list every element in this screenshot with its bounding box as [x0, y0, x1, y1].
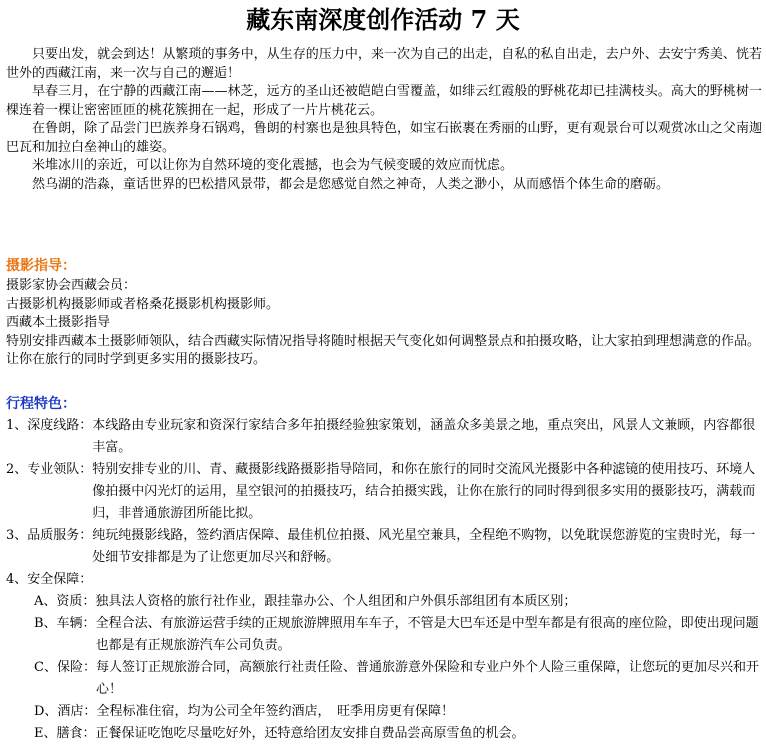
trip-features-heading: 行程特色：: [6, 396, 76, 412]
intro-paragraph: 米堆冰川的亲近，可以让你为自然环境的变化震撼，也会为气候变暖的效应而忧虑。: [32, 158, 514, 173]
feature-body: [92, 569, 762, 591]
feature-body: 本线路由专业玩家和资深行家结合多年拍摄经验独家策划，涵盖众多美景之地，重点突出，风景人文兼顾，内容都很丰富。: [92, 418, 756, 455]
photo-guide-heading: 摄影指导：: [6, 258, 76, 274]
safety-label: B、车辆：: [34, 616, 96, 631]
trip-features-section: [6, 394, 762, 745]
photo-guide-section: [6, 256, 762, 370]
feature-item: [6, 525, 762, 569]
intro-paragraph: 只要出发，就会到达！从繁琐的事务中，从生存的压力中，来一次为自己的出走，自私的私自出走，去户外、去安宁秀美、恍若世外的西藏江南，来一次与自己的邂逅！: [6, 47, 762, 81]
photo-guide-line: 摄影家协会西藏会员：: [6, 278, 137, 293]
safety-body: 正餐保证吃饱吃尽量吃好外，还特意给团友安排自费品尝高原雪鱼的机会。: [95, 726, 525, 741]
safety-item: [6, 613, 762, 657]
safety-body: 每人签订正规旅游合同，高额旅行社责任险、普通旅游意外保险和专业户外个人险三重保障，让您玩的更加尽兴和开心！: [95, 660, 759, 697]
feature-label: 2、专业领队：: [6, 462, 93, 477]
safety-label: A、资质：: [34, 594, 96, 609]
safety-body: 全程合法、有旅游运营手续的正规旅游牌照用车车子，不管是大巴车还是中型车都是有很高的座位险，即使出现问题也都是有正规旅游汽车公司负责。: [95, 616, 759, 653]
photo-guide-line: 古摄影机构摄影师或者格桑花摄影机构摄影师。: [6, 296, 280, 312]
safety-item: [6, 657, 762, 701]
safety-body: 全程标准住宿，均为公司全年签约酒店， 旺季用房更有保障！: [96, 704, 454, 719]
photo-guide-line: 西藏本土摄影指导: [6, 315, 111, 330]
safety-item: [6, 723, 762, 745]
feature-body: 特别安排专业的川、青、藏摄影线路摄影指导陪同，和你在旅行的同时交流风光摄影中各种滤镜的使用技巧、环境人像拍摄中闪光灯的运用，星空银河的拍摄技巧，结合拍摄实践，让你在旅行的同时得到很多实用的摄影技巧，满载而归，非普通旅游团所能比拟。: [92, 462, 756, 521]
safety-item: [6, 701, 762, 723]
intro-paragraph: 早春三月，在宁静的西藏江南——林芝，远方的圣山还被皑皑白雪覆盖，如绯云红霞般的野桃花却已挂满枝头。高大的野桃树一棵连着一棵让密密匝匝的桃花簇拥在一起，形成了一片片桃花云。: [6, 84, 762, 118]
safety-item: [6, 591, 762, 613]
intro-section: [6, 46, 762, 194]
safety-label: C、保险：: [34, 660, 96, 675]
feature-body: 纯玩纯摄影线路，签约酒店保障、最佳机位拍摄、风光星空兼具，全程绝不购物，以免耽误您游览的宝贵时光，每一处细节安排都是为了让您更加尽兴和舒畅。: [92, 528, 756, 565]
safety-label: E、膳食：: [34, 726, 96, 741]
feature-item: [6, 569, 762, 591]
feature-item: [6, 415, 762, 459]
feature-label: 3、品质服务：: [6, 528, 93, 543]
feature-label: 4、安全保障：: [6, 572, 93, 587]
intro-paragraph: 在鲁朗，除了品尝门巴族养身石锅鸡，鲁朗的村寨也是独具特色，如宝石嵌裹在秀丽的山野，更有观景台可以观赏冰山之父南迦巴瓦和加拉白垒神山的雄姿。: [6, 121, 762, 155]
document-title: 藏东南深度创作活动 7 天: [246, 5, 520, 34]
photo-guide-line: 特别安排西藏本土摄影师领队，结合西藏实际情况指导将随时根据天气变化如何调整景点和拍摄攻略，让大家拍到理想满意的作品。让你在旅行的同时学到更多实用的摄影技巧。: [6, 333, 761, 367]
feature-label: 1、深度线路：: [6, 418, 93, 433]
intro-paragraph: 然乌湖的浩淼，童话世界的巴松措风景带，都会是您感觉自然之神奇，人类之渺小，从而感悟个体生命的磨砺。: [32, 176, 670, 192]
safety-body: 独具法人资格的旅行社作业，跟挂靠办公、个人组团和户外俱乐部组团有本质区别；: [95, 594, 577, 609]
safety-label: D、酒店：: [34, 704, 97, 719]
feature-item: [6, 459, 762, 525]
